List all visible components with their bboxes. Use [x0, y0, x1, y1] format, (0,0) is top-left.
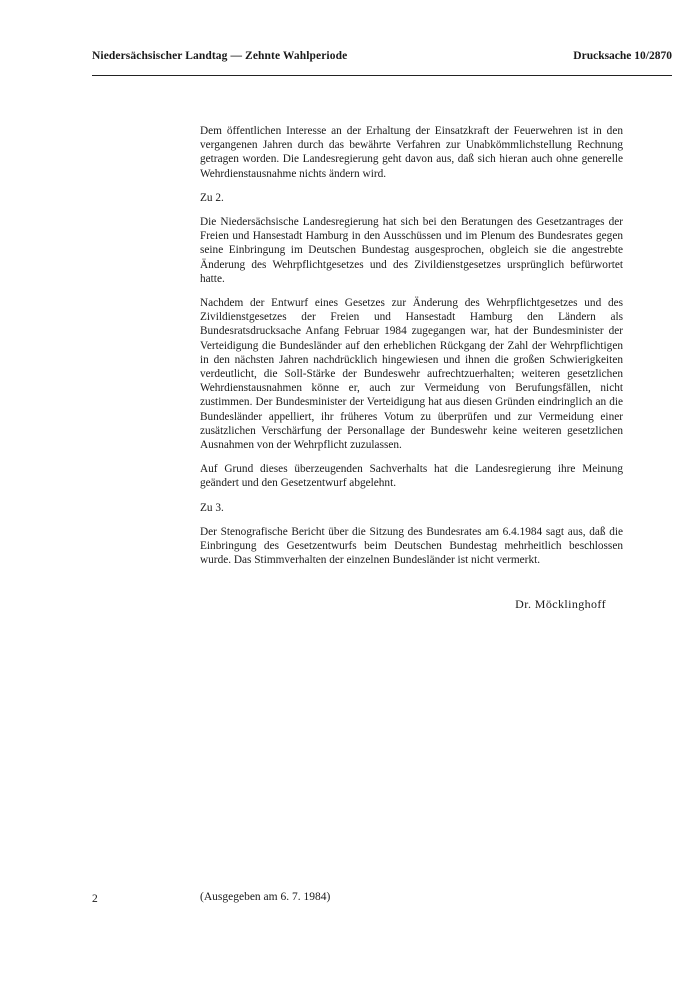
document-number: Drucksache 10/2870 — [573, 50, 672, 62]
paragraph-fire-brigades: Dem öffentlichen Interesse an der Erhaltung der Einsatzkraft der Feuerwehren ist in den vergangenen Jahren durch das bewährte Verfahren zur Unabkömmlichstellung Rechnung getragen worden. Die Landesregierung geht davon aus, daß sich hieran auch ohne generelle Wehrdienstausnahme nichts ändern wird. — [200, 125, 623, 180]
signature: Dr. Möcklinghoff — [515, 597, 606, 611]
document-body — [200, 124, 623, 577]
section-heading-2: Zu 2. — [200, 191, 224, 204]
issue-date: (Ausgegeben am 6. 7. 1984) — [200, 891, 331, 903]
paragraph-defense-minister: Nachdem der Entwurf eines Gesetzes zur Änderung des Wehrpflichtgesetzes und des Zivildienstgesetzes der Freien und Hansestadt Hamburg den Ländern als Bundesratsdrucksache Anfang Februar 1984 zugegangen war, hat der Bundesminister der Verteidigung die Bundesländer auf den erheblichen Rückgang der Zahl der Wehrpflichtigen in den nächsten Jahren nachdrücklich hingewiesen und ihnen die großen Schwierigkeiten verdeutlicht, die Soll-Stärke der Bundeswehr aufrechtzuerhalten; weiteren gesetzlichen Wehrdienstausnahmen könne er, auch zur Vermeidung von Berufungsfällen, nicht zustimmen. Der Bundesminister der Verteidigung hat aus diesen Gründen eindringlich an die Bundesländer appelliert, ihr früheres Votum zu überprüfen und zur Vermeidung einer zusätzlichen Verschärfung der Personallage der Bundeswehr keine weiteren gesetzlichen Ausnahmen von der Wehrpflicht zuzulassen. — [200, 297, 623, 452]
paragraph-state-government-position: Die Niedersächsische Landesregierung hat sich bei den Beratungen des Gesetzantrages der Freien und Hansestadt Hamburg in den Ausschüssen und im Plenum des Bundesrates gegen seine Einbringung im Deutschen Bundestag ausgesprochen, obgleich sie die angestrebte Änderung des Wehrpflichtgesetzes und des Zivildienstgesetzes ursprünglich befürwortet hatte. — [200, 216, 623, 285]
page-number: 2 — [92, 893, 98, 905]
section-heading-3: Zu 3. — [200, 501, 224, 514]
page-header — [92, 50, 672, 70]
parliament-title: Niedersächsischer Landtag — Zehnte Wahlperiode — [92, 50, 348, 62]
paragraph-opinion-change: Auf Grund dieses überzeugenden Sachverhalts hat die Landesregierung ihre Meinung geändert und den Gesetzentwurf abgelehnt. — [200, 463, 623, 490]
header-divider — [92, 75, 672, 76]
paragraph-bundesrat-report: Der Stenografische Bericht über die Sitzung des Bundesrates am 6.4.1984 sagt aus, daß die Einbringung des Gesetzentwurfs beim Deutschen Bundestag mehrheitlich beschlossen wurde. Das Stimmverhalten der einzelnen Bundesländer ist nicht vermerkt. — [200, 525, 623, 567]
